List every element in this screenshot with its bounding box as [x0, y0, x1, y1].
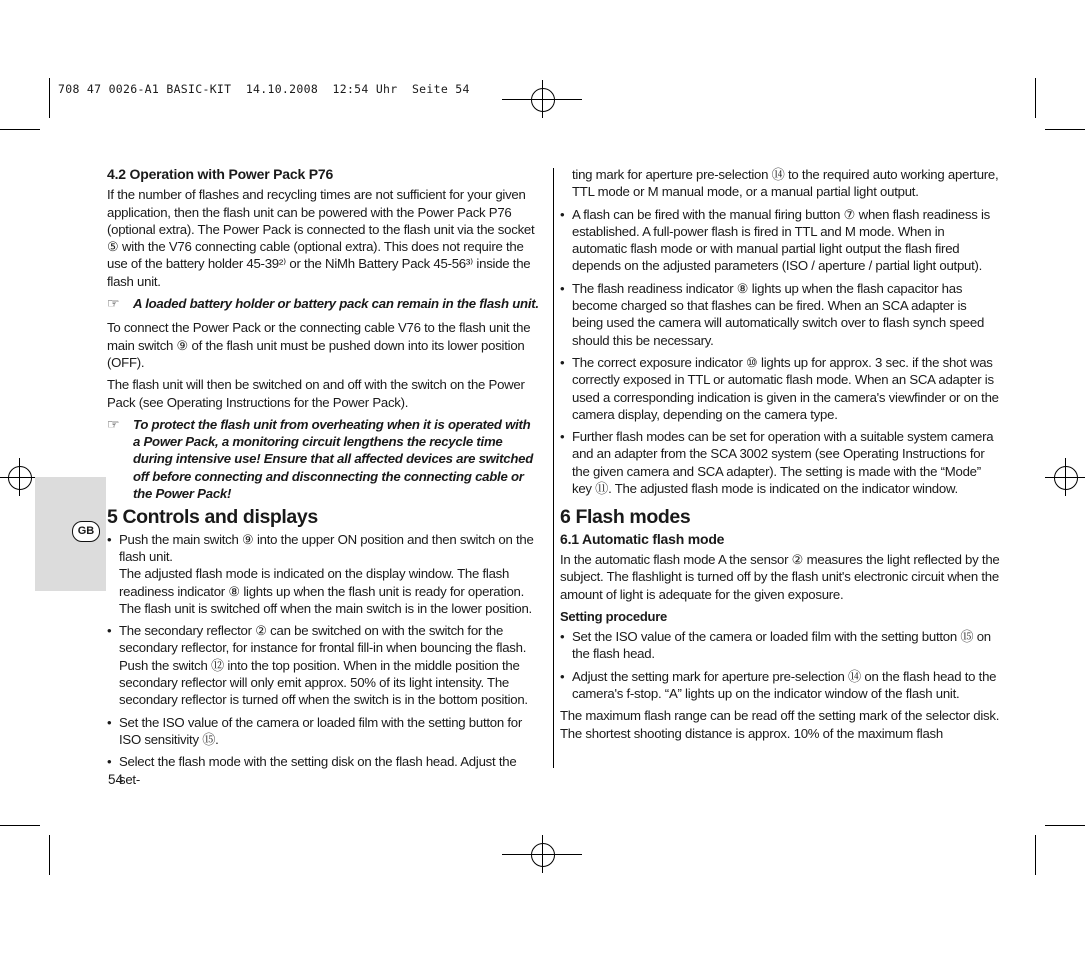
crop-mark [1035, 78, 1036, 118]
list-item [107, 531, 540, 617]
paragraph: To connect the Power Pack or the connecting cable V76 to the flash unit the main switch ⑨ of the flash unit must be pushed down into its lower position (OFF). [107, 320, 531, 370]
list-item: • The secondary reflector ② can be switched on with the switch for the secondary reflector, for instance for frontal fill-in when bouncing the flash. Push the switch ⑫ into the top position. When in the middle position the secondary reflector will only emit approx. 50% of its light intensity. The secondary reflector is turned off when the switch is in the bottom position. [107, 622, 540, 708]
crop-mark [1045, 825, 1085, 826]
list-item-text: The adjusted flash mode is indicated on the display window. The flash readiness indicator ⑧ lights up when the flash unit is ready for operation. The flash unit is switched off when the main switch is in the lower position. [119, 566, 532, 616]
crop-mark [1045, 129, 1085, 130]
list-item: • Set the ISO value of the camera or loaded film with the setting button ⑮ on the flash head. [560, 628, 1000, 663]
note [107, 416, 540, 502]
crop-mark [0, 825, 40, 826]
note-text: A loaded battery holder or battery pack can remain in the flash unit. [133, 296, 539, 312]
registration-mark [531, 843, 555, 867]
list-item: • A flash can be fired with the manual firing button ⑦ when flash readiness is established. A full-power flash is fired in TTL and M mode. When in automatic flash mode or with manual partial light output the flash fired depends on the adjusted parameters (ISO / aperture / partial light output). [560, 206, 1000, 275]
list-item-continuation: ting mark for aperture pre-selection ⑭ to the required auto working aperture, TTL mode or M manual mode, or a manual partial light output. [572, 167, 999, 200]
language-badge: GB [72, 521, 100, 542]
registration-mark [531, 88, 555, 112]
section-heading-4-2: 4.2 Operation with Power Pack P76 [107, 166, 334, 182]
list-item: • The correct exposure indicator ⑩ lights up for approx. 3 sec. if the shot was correctly exposed in TTL or automatic flash mode. When an SCA adapter is used a corresponding indication is given in the camera's viewfinder or on the camera display, depending on the camera type. [560, 354, 1000, 423]
pointing-hand-icon: ☞ [107, 415, 120, 432]
registration-mark [8, 466, 32, 490]
print-slug: 708 47 0026-A1 BASIC-KIT 14.10.2008 12:54 Uhr Seite 54 [58, 82, 470, 96]
section-heading-6-1: 6.1 Automatic flash mode [560, 530, 725, 547]
list-item-text: • Push the main switch ⑨ into the upper ON position and then switch on the flash unit. [119, 531, 534, 564]
paragraph: In the automatic flash mode A the sensor ② measures the light reflected by the subject. The flashlight is turned off by the flash unit's electronic circuit when the amount of light is adequate for the given exposure. [560, 551, 1000, 602]
column-divider [553, 168, 554, 768]
subheading-setting-procedure: Setting procedure [560, 608, 667, 624]
paragraph: If the number of flashes and recycling times are not sufficient for your given application, then the flash unit can be powered with the Power Pack P76 (optional extra). The Power Pack is connected to the flash unit via the socket ⑤ with the V76 connecting cable (optional extra). This does not require the use of the battery holder 45-39²⁾ or the NiMh Battery Pack 45-56³⁾ inside the flash unit. [107, 187, 535, 289]
pointing-hand-icon: ☞ [107, 295, 120, 312]
paragraph: The maximum flash range can be read off the setting mark of the selector disk. The shortest shooting distance is approx. 10% of the maximum flash [560, 708, 1000, 741]
note [107, 295, 540, 312]
crop-mark [1035, 835, 1036, 875]
section-heading-6: 6 Flash modes [560, 506, 691, 529]
list-item: • Select the flash mode with the setting disk on the flash head. Adjust the set- [107, 753, 540, 788]
list-item: • Further flash modes can be set for operation with a suitable system camera and an adapter from the SCA 3002 system (see Operating Instructions for the given camera and SCA adapter). The setting is made with the “Mode” key ⑪. The adjusted flash mode is indicated on the indicator window. [560, 428, 1000, 497]
right-column [560, 166, 1000, 747]
note-text: To protect the flash unit from overheating when it is operated with a Power Pack, a monitoring circuit lengthens the recycle time during intensive use! Ensure that all affected devices are switched off before connecting and disconnecting the connecting cable or the Power Pack! [133, 416, 534, 502]
list-item: • Set the ISO value of the camera or loaded film with the setting button for ISO sensitivity ⑮. [107, 714, 540, 749]
crop-mark [0, 129, 40, 130]
registration-mark [1054, 466, 1078, 490]
left-column [107, 166, 540, 793]
paragraph: The flash unit will then be switched on and off with the switch on the Power Pack (see Operating Instructions for the Power Pack). [107, 377, 525, 410]
list-item: • The flash readiness indicator ⑧ lights up when the flash capacitor has become charged so that flashes can be fired. When an SCA adapter is being used the camera will automatically switch over to flash synch speed should this be necessary. [560, 280, 1000, 349]
page-number: 54 [108, 772, 124, 787]
crop-mark [49, 78, 50, 118]
section-heading-5: 5 Controls and displays [107, 506, 318, 529]
crop-mark [49, 835, 50, 875]
list-item: • Adjust the setting mark for aperture pre-selection ⑭ on the flash head to the camera's f-stop. “A” lights up on the indicator window of the flash unit. [560, 668, 1000, 703]
